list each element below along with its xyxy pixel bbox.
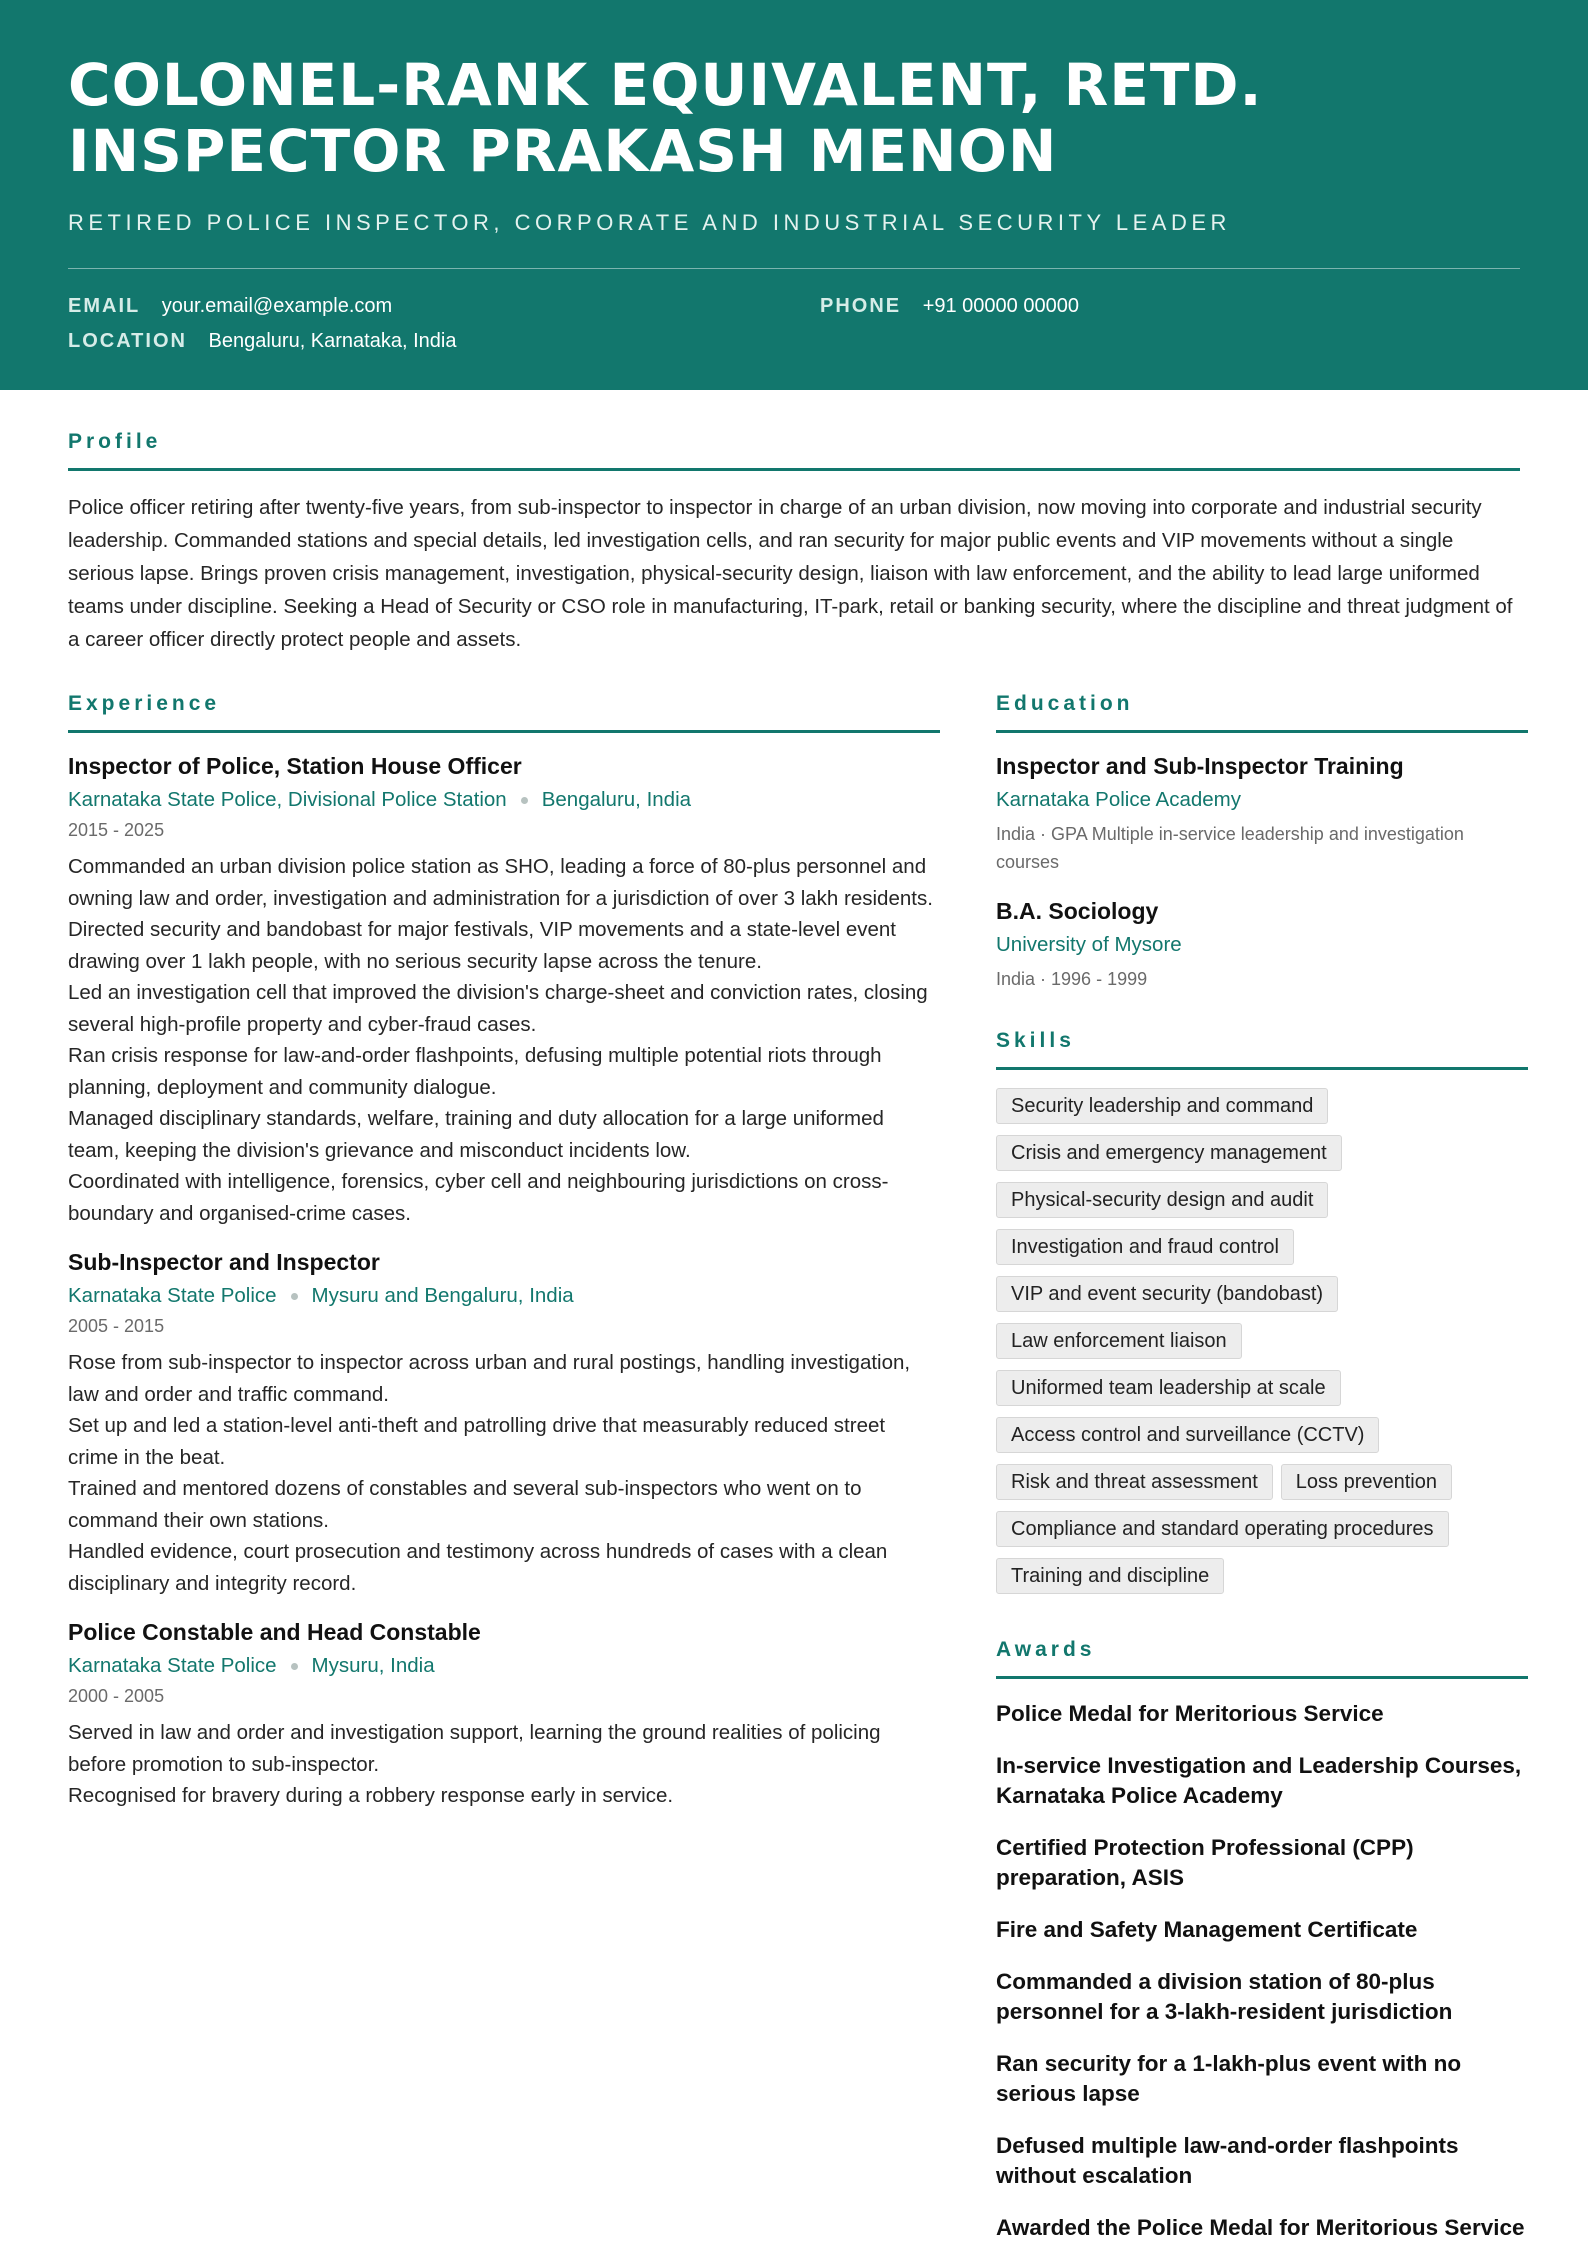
job-organization: Karnataka State Police, Divisional Police Station — [68, 788, 507, 811]
education-heading: Education — [996, 692, 1528, 733]
education-detail: India · 1996 - 1999 — [996, 969, 1148, 989]
name-line-1: COLONEL-RANK EQUIVALENT, RETD. — [68, 51, 1263, 119]
job-bullet: Handled evidence, court prosecution and testimony across hundreds of cases with a clean disciplinary and integrity record. — [68, 1540, 888, 1595]
job-dates: 2005 - 2015 — [68, 1316, 165, 1336]
email-value[interactable]: your.email@example.com — [161, 295, 393, 317]
job-location: Bengaluru, India — [541, 788, 692, 811]
job-bullet: Managed disciplinary standards, welfare, training and duty allocation for a large uniformed team, keeping the division's grievance and misconduct incidents low. — [68, 1107, 884, 1162]
degree-title: Inspector and Sub-Inspector Training — [996, 753, 1404, 779]
separator-dot — [521, 797, 528, 804]
phone-value[interactable]: +91 00000 00000 — [922, 295, 1079, 317]
job-meta — [68, 1284, 940, 1308]
contact-info — [68, 295, 1520, 353]
awards-heading: Awards — [996, 1638, 1528, 1679]
contact-email — [68, 295, 820, 318]
job-location: Mysuru and Bengaluru, India — [311, 1284, 574, 1307]
resume-body — [0, 390, 1588, 2265]
award-item: Police Medal for Meritorious Service — [996, 1701, 1384, 1726]
awards-list — [996, 1699, 1528, 2243]
job-entry — [68, 1249, 940, 1599]
job-bullets — [68, 1347, 940, 1599]
contact-location — [68, 330, 820, 353]
experience-heading: Experience — [68, 692, 940, 733]
job-bullet: Coordinated with intelligence, forensics, cyber cell and neighbouring jurisdictions on cross-boundary and organised-crime cases. — [68, 1170, 889, 1225]
award-item: Commanded a division station of 80-plus personnel for a 3-lakh-resident jurisdiction — [996, 1969, 1453, 2024]
award-item: Defused multiple law-and-order flashpoints without escalation — [996, 2133, 1459, 2188]
job-bullet: Set up and led a station-level anti-theft and patrolling drive that measurably reduced street crime in the beat. — [68, 1414, 886, 1469]
skill-tag: Uniformed team leadership at scale — [996, 1370, 1341, 1406]
degree-title: B.A. Sociology — [996, 898, 1159, 924]
award-item: Fire and Safety Management Certificate — [996, 1917, 1418, 1942]
job-entry — [68, 1619, 940, 1812]
job-bullet: Commanded an urban division police station as SHO, leading a force of 80-plus personnel and owning law and order, investigation and administration for a jurisdiction of over 3 lakh residents. — [68, 855, 933, 910]
two-column-layout — [68, 692, 1525, 2265]
job-title: Police Constable and Head Constable — [68, 1619, 481, 1645]
skill-tag: Physical-security design and audit — [996, 1182, 1328, 1218]
school-name: Karnataka Police Academy — [996, 788, 1241, 811]
education-detail: India · GPA Multiple in-service leadership and investigation courses — [996, 824, 1464, 872]
job-bullet: Recognised for bravery during a robbery response early in service. — [68, 1784, 674, 1807]
headline-subtitle: RETIRED POLICE INSPECTOR, CORPORATE AND INDUSTRIAL SECURITY LEADER — [68, 210, 1231, 235]
job-dates: 2015 - 2025 — [68, 820, 165, 840]
candidate-name — [68, 52, 1520, 184]
header-divider — [68, 268, 1520, 269]
job-organization: Karnataka State Police — [68, 1654, 277, 1677]
skill-tag: Access control and surveillance (CCTV) — [996, 1417, 1379, 1453]
skills-heading: Skills — [996, 1029, 1528, 1070]
skill-tag: Security leadership and command — [996, 1088, 1328, 1124]
email-label: EMAIL — [68, 295, 141, 317]
location-value: Bengaluru, Karnataka, India — [208, 330, 457, 352]
skills-list — [996, 1088, 1528, 1594]
skill-tag: Investigation and fraud control — [996, 1229, 1294, 1265]
contact-phone — [820, 295, 1520, 318]
education-section — [996, 692, 1528, 993]
phone-label: PHONE — [820, 295, 902, 317]
education-entry — [996, 898, 1528, 993]
profile-heading: Profile — [68, 430, 1520, 471]
job-bullet: Directed security and bandobast for major festivals, VIP movements and a state-level event drawing over 1 lakh people, with no serious security lapse across the tenure. — [68, 918, 897, 973]
job-bullet: Served in law and order and investigation support, learning the ground realities of policing before promotion to sub-inspector. — [68, 1721, 881, 1776]
skill-tag: Compliance and standard operating procedures — [996, 1511, 1449, 1547]
award-item: Awarded the Police Medal for Meritorious Service — [996, 2215, 1525, 2240]
skill-tag: VIP and event security (bandobast) — [996, 1276, 1338, 1312]
job-bullet: Trained and mentored dozens of constables and several sub-inspectors who went on to command their own stations. — [68, 1477, 862, 1532]
profile-section — [68, 390, 1520, 656]
skill-tag: Loss prevention — [1281, 1464, 1452, 1500]
name-line-2: INSPECTOR PRAKASH MENON — [68, 117, 1058, 185]
sidebar-column — [996, 692, 1528, 2265]
education-list — [996, 753, 1528, 993]
profile-summary: Police officer retiring after twenty-five years, from sub-inspector to inspector in charge of an urban division, now moving into corporate and industrial security leadership. Commanded stations and special details, led investigation cells, and ran security for major public events and VIP movements without a single serious lapse. Brings proven crisis management, investigation, physical-security design, liaison with law enforcement, and the ability to lead large uniformed teams under discipline. Seeking a Head of Security or CSO role in manufacturing, IT-park, retail or banking security, where the discipline and threat judgment of a career officer directly protect people and assets. — [68, 496, 1513, 651]
separator-dot — [291, 1663, 298, 1670]
skill-tag: Risk and threat assessment — [996, 1464, 1273, 1500]
job-bullet: Ran crisis response for law-and-order flashpoints, defusing multiple potential riots through planning, deployment and community dialogue. — [68, 1044, 882, 1099]
job-meta — [68, 788, 940, 812]
experience-list — [68, 753, 940, 1812]
job-meta — [68, 1654, 940, 1678]
job-bullet: Rose from sub-inspector to inspector across urban and rural postings, handling investigation, law and order and traffic command. — [68, 1351, 911, 1406]
experience-section — [68, 692, 940, 2265]
award-item: Certified Protection Professional (CPP) preparation, ASIS — [996, 1835, 1414, 1890]
job-location: Mysuru, India — [311, 1654, 435, 1677]
location-label: LOCATION — [68, 330, 187, 352]
job-title: Sub-Inspector and Inspector — [68, 1249, 380, 1275]
job-title: Inspector of Police, Station House Officer — [68, 753, 522, 779]
job-dates: 2000 - 2005 — [68, 1686, 165, 1706]
separator-dot — [291, 1293, 298, 1300]
resume-header — [0, 0, 1588, 390]
award-item: In-service Investigation and Leadership Courses, Karnataka Police Academy — [996, 1753, 1522, 1808]
award-item: Ran security for a 1-lakh-plus event with no serious lapse — [996, 2051, 1462, 2106]
school-name: University of Mysore — [996, 933, 1182, 956]
education-entry — [996, 753, 1528, 876]
skill-tag: Training and discipline — [996, 1558, 1224, 1594]
skills-section — [996, 1029, 1528, 1594]
job-bullet: Led an investigation cell that improved the division's charge-sheet and conviction rates, closing several high-profile property and cyber-fraud cases. — [68, 981, 928, 1036]
skill-tag: Law enforcement liaison — [996, 1323, 1242, 1359]
job-entry — [68, 753, 940, 1229]
job-organization: Karnataka State Police — [68, 1284, 277, 1307]
job-bullets — [68, 1717, 940, 1812]
job-bullets — [68, 851, 940, 1229]
awards-section — [996, 1638, 1528, 2243]
skill-tag: Crisis and emergency management — [996, 1135, 1342, 1171]
